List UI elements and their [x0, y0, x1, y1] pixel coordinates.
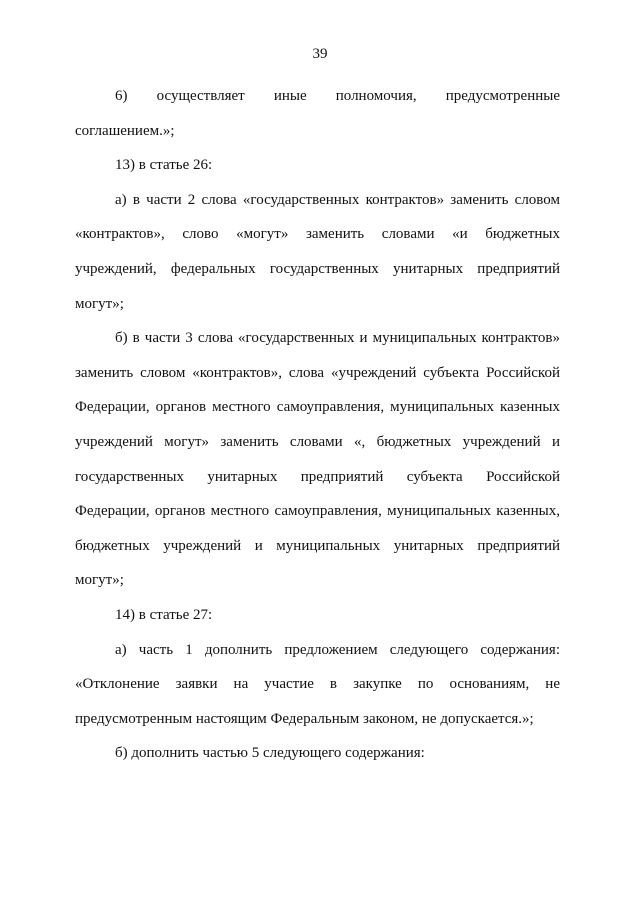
text-line: учреждений, федеральных государственных унитарных предприятий: [75, 260, 560, 277]
text-line: а) часть 1 дополнить предложением следующего содержания:: [115, 641, 560, 658]
page-number: 39: [312, 46, 328, 62]
text-line: соглашением.»;: [75, 122, 175, 139]
document-body: [75, 79, 560, 771]
paragraph-a-part-2: [75, 183, 560, 321]
text-line: предусмотренным настоящим Федеральным законом, не допускается.»;: [75, 710, 534, 727]
text-line: Федерации, органов местного самоуправления, муниципальных казенных: [75, 399, 560, 416]
text-line: б) в части 3 слова «государственных и муниципальных контрактов»: [115, 330, 560, 347]
paragraph-6-powers: [75, 79, 560, 148]
paragraph-b-part-5: [75, 736, 560, 771]
paragraph-13-article-26: [75, 148, 560, 183]
text-line: бюджетных учреждений и муниципальных унитарных предприятий: [75, 537, 560, 554]
text-line: Федерации, органов местного самоуправления, муниципальных казенных,: [75, 503, 560, 520]
paragraph-14-article-27: [75, 598, 560, 633]
text-line: заменить словом «контрактов», слова «учреждений субъекта Российской: [75, 364, 560, 381]
text-line: 13) в статье 26:: [115, 157, 213, 174]
text-line: б) дополнить частью 5 следующего содержания:: [115, 745, 425, 762]
text-line: а) в части 2 слова «государственных контрактов» заменить словом: [115, 191, 560, 208]
paragraph-b-part-3: [75, 321, 560, 598]
text-line: могут»;: [75, 295, 124, 312]
text-line: 6) осуществляет иные полномочия, предусмотренные: [115, 88, 560, 104]
text-line: государственных унитарных предприятий субъекта Российской: [75, 468, 560, 485]
text-line: «контрактов», слово «могут» заменить словами «и бюджетных: [75, 226, 560, 243]
text-line: могут»;: [75, 572, 124, 589]
text-line: 14) в статье 27:: [115, 606, 213, 623]
text-line: «Отклонение заявки на участие в закупке по основаниям, не: [75, 676, 560, 693]
paragraph-a-part-1: [75, 633, 560, 737]
text-line: учреждений могут» заменить словами «, бюджетных учреждений и: [75, 433, 560, 450]
